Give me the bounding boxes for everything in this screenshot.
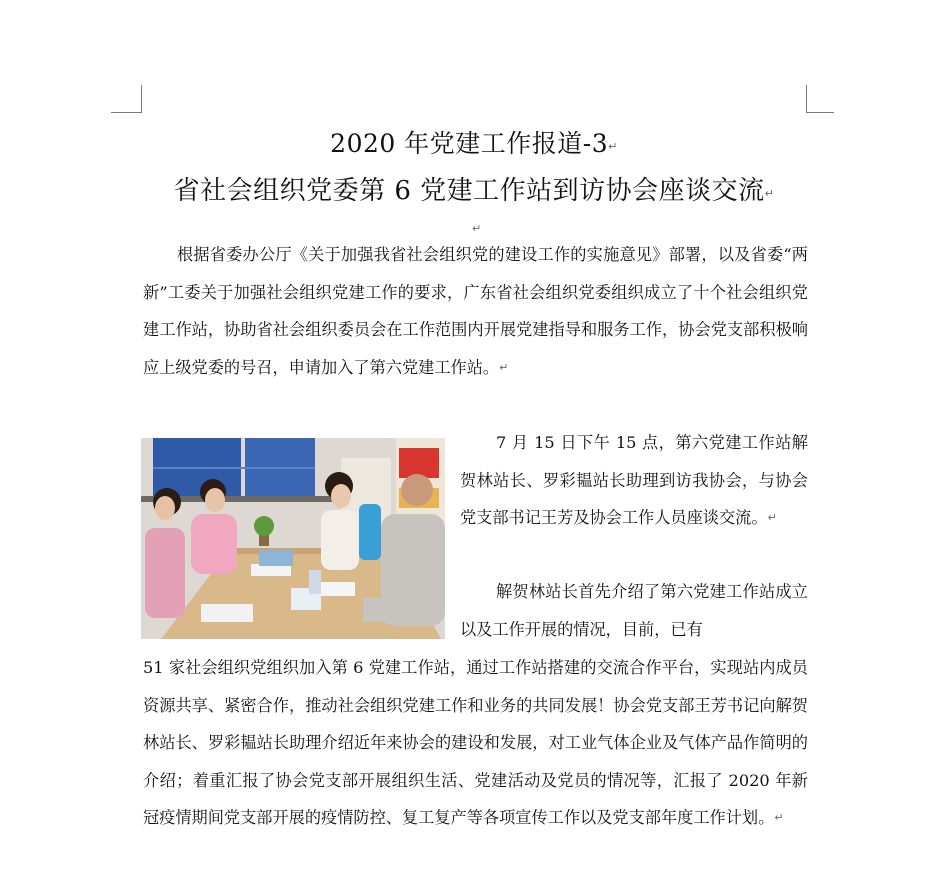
document-subtitle[interactable] [0,170,948,207]
document-title[interactable] [0,124,948,160]
title-line-1: 2020 年党建工作报道-3 [330,129,609,158]
paragraph-3-start[interactable] [460,573,808,648]
paragraph-1-text: 根据省委办公厅《关于加强我省社会组织党的建设工作的实施意见》部署，以及省委“两新”工委关于加强社会组织党建工作的要求，广东省社会组织党委组织成立了十个社会组织党建工作站，协助省社会组织委员会在工作范围内开展党建指导和服务工作，协会党支部积极响应上级党委的号召，申请加入了第六党建工作站。 [143,245,808,377]
page-corner-mark-left [111,85,142,113]
paragraph-3-continued[interactable] [143,649,808,837]
page-corner-mark-right [806,85,834,113]
paragraph-mark-icon: ↵ [472,222,482,235]
paragraph-2[interactable] [460,424,808,537]
meeting-photo[interactable] [141,438,445,639]
paragraph-mark-icon: ↵ [774,811,784,824]
paragraph-2-text: 7 月 15 日下午 15 点，第六党建工作站解贺林站长、罗彩韫站长助理到访我协会，与协会党支部书记王芳及协会工作人员座谈交流。 [460,433,808,527]
paragraph-3-continued-text: 51 家社会组织党组织加入第 6 党建工作站，通过工作站搭建的交流合作平台，实现站内成员资源共享、紧密合作，推动社会组织党建工作和业务的共同发展！协会党支部王芳书记向解贺林站长、罗彩韫站长助理介绍近年来协会的建设和发展，对工业气体企业及气体产品作简明的介绍；着重汇报了协会党支部开展组织生活、党建活动及党员的情况等，汇报了 2020 年新冠疫情期间党支部开展的疫情防控、复工复产等各项宣传工作以及党支部年度工作计划。 [143,658,808,827]
paragraph-mark-icon: ↵ [764,187,775,200]
paragraph-mark-icon: ↵ [767,511,777,524]
paragraph-3-start-text: 解贺林站长首先介绍了第六党建工作站成立以及工作开展的情况，目前，已有 [460,582,808,639]
meeting-photo-image [141,438,445,639]
paragraph-mark-icon: ↵ [499,360,509,374]
paragraph-mark-icon: ↵ [608,140,618,153]
paragraph-1[interactable] [143,236,808,386]
title-line-2: 省社会组织党委第 6 党建工作站到访协会座谈交流 [173,176,765,206]
